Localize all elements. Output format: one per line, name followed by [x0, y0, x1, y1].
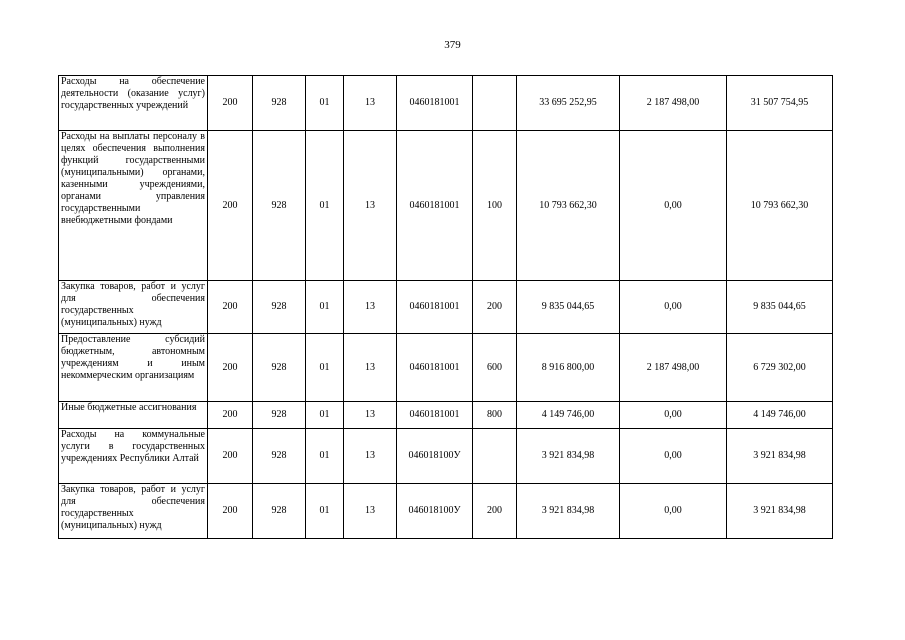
cell-target-article: 046018100У [397, 429, 473, 484]
cell-section: 01 [306, 131, 344, 281]
cell-amount-2: 0,00 [620, 484, 727, 539]
table-row [59, 334, 833, 402]
cell-target-article: 0460181001 [397, 76, 473, 131]
cell-section: 01 [306, 281, 344, 334]
cell-target-article: 046018100У [397, 484, 473, 539]
cell-amount-2: 0,00 [620, 429, 727, 484]
cell-amount-1: 3 921 834,98 [517, 429, 620, 484]
cell-amount-3: 31 507 754,95 [727, 76, 833, 131]
cell-code-1: 200 [208, 402, 253, 429]
cell-amount-2: 2 187 498,00 [620, 334, 727, 402]
cell-expense-type: 600 [473, 334, 517, 402]
cell-amount-2: 0,00 [620, 402, 727, 429]
cell-amount-2: 0,00 [620, 281, 727, 334]
table-row [59, 429, 833, 484]
page-number: 379 [444, 39, 461, 51]
cell-code-1: 200 [208, 484, 253, 539]
cell-target-article: 0460181001 [397, 281, 473, 334]
cell-amount-2: 0,00 [620, 131, 727, 281]
cell-code-2: 928 [253, 334, 306, 402]
cell-amount-1: 8 916 800,00 [517, 334, 620, 402]
table-row [59, 76, 833, 131]
row-name-cell: Расходы на обеспечение деятельности (оказание услуг) государственных учреждений [59, 76, 208, 131]
cell-amount-1: 33 695 252,95 [517, 76, 620, 131]
cell-amount-3: 9 835 044,65 [727, 281, 833, 334]
cell-expense-type: 200 [473, 484, 517, 539]
cell-amount-2: 2 187 498,00 [620, 76, 727, 131]
cell-subsection: 13 [344, 334, 397, 402]
cell-code-2: 928 [253, 429, 306, 484]
row-name-cell: Расходы на коммунальные услуги в государственных учреждениях Республики Алтай [59, 429, 208, 484]
cell-expense-type [473, 429, 517, 484]
cell-code-1: 200 [208, 131, 253, 281]
cell-subsection: 13 [344, 484, 397, 539]
cell-target-article: 0460181001 [397, 402, 473, 429]
row-name-cell: Иные бюджетные ассигнования [59, 402, 208, 429]
cell-subsection: 13 [344, 402, 397, 429]
cell-code-1: 200 [208, 334, 253, 402]
cell-amount-3: 10 793 662,30 [727, 131, 833, 281]
cell-amount-3: 3 921 834,98 [727, 429, 833, 484]
cell-code-2: 928 [253, 76, 306, 131]
row-name-cell: Закупка товаров, работ и услуг для обеспечения государственных (муниципальных) нужд [59, 281, 208, 334]
table-row [59, 281, 833, 334]
cell-target-article: 0460181001 [397, 334, 473, 402]
cell-code-2: 928 [253, 131, 306, 281]
row-name-cell: Закупка товаров, работ и услуг для обеспечения государственных (муниципальных) нужд [59, 484, 208, 539]
cell-expense-type: 200 [473, 281, 517, 334]
cell-amount-3: 3 921 834,98 [727, 484, 833, 539]
cell-subsection: 13 [344, 429, 397, 484]
cell-amount-1: 3 921 834,98 [517, 484, 620, 539]
cell-expense-type: 800 [473, 402, 517, 429]
cell-section: 01 [306, 402, 344, 429]
cell-expense-type [473, 76, 517, 131]
table-row [59, 402, 833, 429]
budget-table [58, 75, 833, 539]
cell-code-2: 928 [253, 402, 306, 429]
cell-code-1: 200 [208, 76, 253, 131]
cell-amount-1: 9 835 044,65 [517, 281, 620, 334]
row-name-cell: Расходы на выплаты персоналу в целях обеспечения выполнения функций государственными (муниципальными) органами, казенными учреждениями, органами управления государственными внебюджетными фондами [59, 131, 208, 281]
cell-code-1: 200 [208, 281, 253, 334]
table-row [59, 131, 833, 281]
cell-amount-1: 10 793 662,30 [517, 131, 620, 281]
cell-code-2: 928 [253, 484, 306, 539]
table-row [59, 484, 833, 539]
cell-expense-type: 100 [473, 131, 517, 281]
cell-subsection: 13 [344, 76, 397, 131]
cell-section: 01 [306, 429, 344, 484]
cell-section: 01 [306, 334, 344, 402]
row-name-cell: Предоставление субсидий бюджетным, автономным учреждениям и иным некоммерческим организациям [59, 334, 208, 402]
cell-code-2: 928 [253, 281, 306, 334]
cell-section: 01 [306, 76, 344, 131]
cell-amount-1: 4 149 746,00 [517, 402, 620, 429]
cell-amount-3: 6 729 302,00 [727, 334, 833, 402]
cell-section: 01 [306, 484, 344, 539]
cell-target-article: 0460181001 [397, 131, 473, 281]
cell-amount-3: 4 149 746,00 [727, 402, 833, 429]
cell-subsection: 13 [344, 131, 397, 281]
cell-code-1: 200 [208, 429, 253, 484]
cell-subsection: 13 [344, 281, 397, 334]
